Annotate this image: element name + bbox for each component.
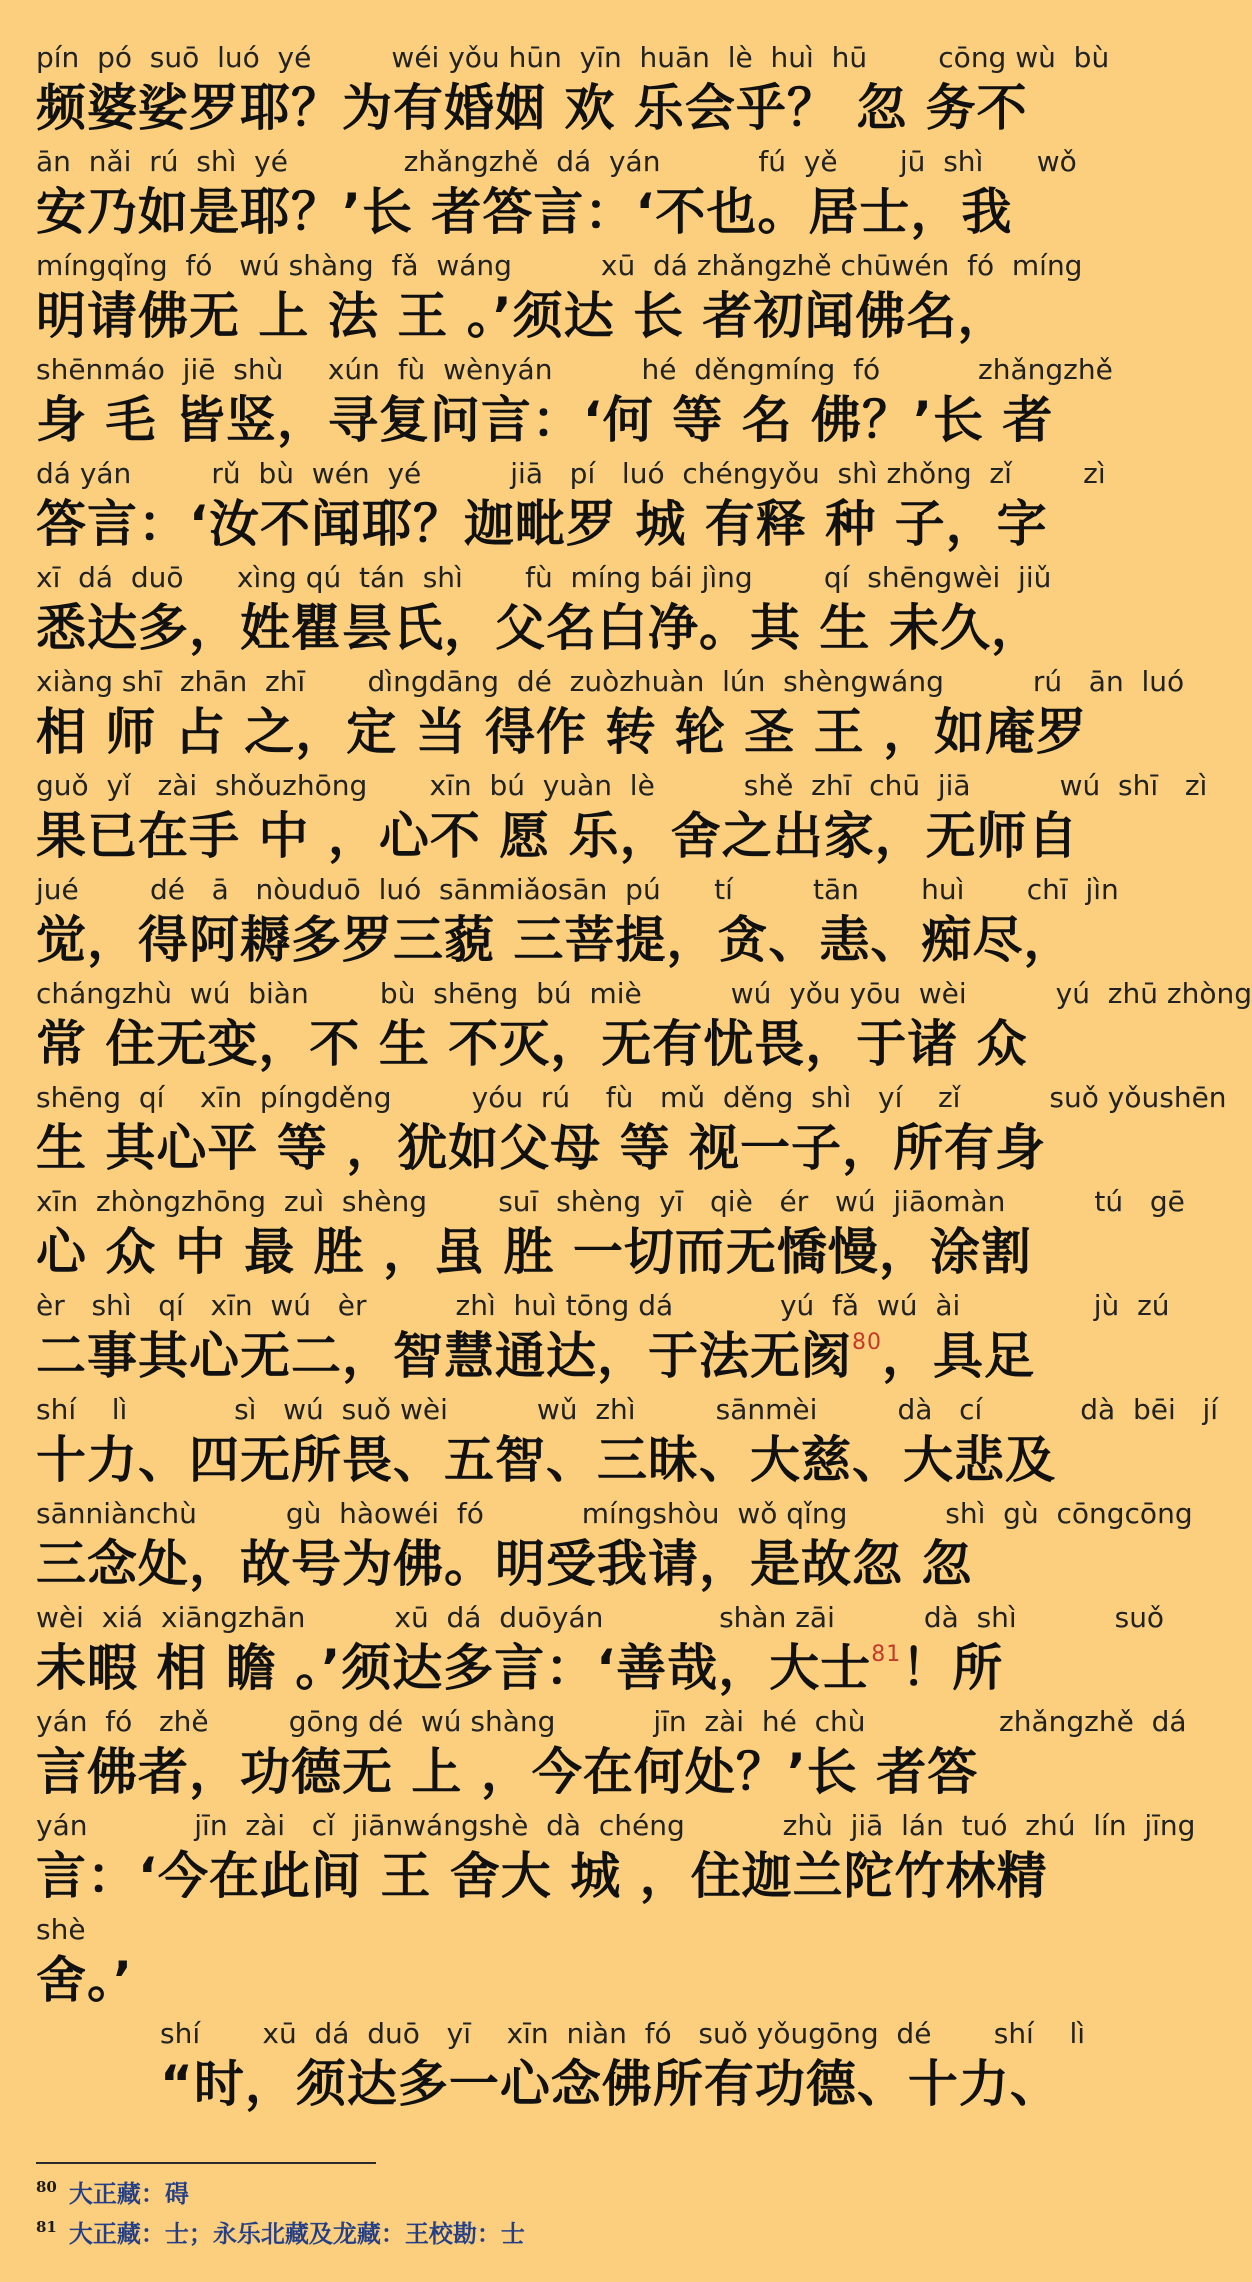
hanzi-line: 安乃如是耶？’长 者答言：‘不也。居士，我 — [36, 183, 1013, 241]
pinyin-line: pín pó suō luó yé wéi yǒu hūn yīn huān lè huì hū cōng wù bù — [36, 41, 1110, 74]
footnote-text: 大正藏：碍 — [68, 2179, 189, 2208]
footnote-number: 81 — [36, 2218, 57, 2236]
hanzi-line: 言：‘今在此间 王 舍大 城 ，住迦兰陀竹林精 — [36, 1847, 1048, 1905]
hanzi-line: 身 毛 皆竖，寻复问言：‘何 等 名 佛？’长 者 — [36, 391, 1054, 449]
footnote-ref: 80 — [852, 1330, 882, 1355]
footnote-number: 80 — [36, 2178, 57, 2196]
pinyin-line: xiàng shī zhān zhī dìngdāng dé zuòzhuàn lún shèngwáng rú ān luó — [36, 665, 1185, 698]
hanzi-line: 觉，得阿耨多罗三藐 三菩提，贪、恚、痴尽， — [36, 911, 1075, 969]
footnote-81 — [36, 2210, 525, 2248]
hanzi-line: 答言：‘汝不闻耶？迦毗罗 城 有释 种 子，字 — [36, 495, 1048, 553]
footnote-80 — [36, 2170, 189, 2208]
pinyin-line: shēnmáo jiē shù xún fù wènyán hé děngmíng fó zhǎngzhě — [36, 353, 1113, 386]
hanzi-line: 心 众 中 最 胜 ，虽 胜 一切而无憍慢，涂割 — [36, 1223, 1032, 1281]
pinyin-line: yán jīn zài cǐ jiānwángshè dà chéng zhù jiā lán tuó zhú lín jīng — [36, 1809, 1196, 1842]
hanzi-line: 明请佛无 上 法 王 。’须达 长 者初闻佛名， — [36, 287, 1009, 345]
hanzi-line: 常 住无变，不 生 不灭，无有忧畏，于诸 众 — [36, 1015, 1028, 1073]
hanzi-line: 三念处，故号为佛。明受我请，是故忽 忽 — [36, 1535, 973, 1593]
hanzi-line: 生 其心平 等 ，犹如父母 等 视一子，所有身 — [36, 1119, 1047, 1177]
hanzi-line: 二事其心无二，智慧通达，于法无阂$^{80}$，具足 — [36, 1327, 1035, 1385]
pinyin-line: wèi xiá xiāngzhān xū dá duōyán shàn zāi dà shì suǒ — [36, 1601, 1165, 1634]
pinyin-line: shí xū dá duō yī xīn niàn fó suǒ yǒugōng dé shí lì — [160, 2017, 1085, 2050]
footnote-ref: 81 — [871, 1642, 902, 1667]
hanzi-line: 舍。’ — [36, 1951, 133, 2009]
footnote-text: 大正藏：士；永乐北藏及龙藏：王校勘：士 — [68, 2219, 525, 2248]
hanzi-line: 言佛者，功德无 上 ，今在何处？’长 者答 — [36, 1743, 979, 1801]
pinyin-line: jué dé ā nòuduō luó sānmiǎosān pú tí tān huì chī jìn — [36, 873, 1119, 906]
pinyin-line: ān nǎi rú shì yé zhǎngzhě dá yán fú yě jū shì wǒ — [36, 145, 1077, 178]
pinyin-line: shè — [36, 1913, 86, 1946]
hanzi-line: 果已在手 中 ，心不 愿 乐，舍之出家，无师自 — [36, 807, 1079, 865]
pinyin-line: dá yán rǔ bù wén yé jiā pí luó chéngyǒu shì zhǒng zǐ zì — [36, 457, 1106, 490]
pinyin-line: míngqǐng fó wú shàng fǎ wáng xū dá zhǎngzhě chūwén fó míng — [36, 249, 1083, 282]
pinyin-line: guǒ yǐ zài shǒuzhōng xīn bú yuàn lè shě zhī chū jiā wú shī zì — [36, 769, 1208, 802]
pinyin-line: èr shì qí xīn wú èr zhì huì tōng dá yú fǎ wú ài jù zú — [36, 1289, 1170, 1322]
pinyin-line: chángzhù wú biàn bù shēng bú miè wú yǒu yōu wèi yú zhū zhòng — [36, 977, 1252, 1010]
pinyin-line: yán fó zhě gōng dé wú shàng jīn zài hé chù zhǎngzhě dá — [36, 1705, 1187, 1738]
pinyin-line: shí lì sì wú suǒ wèi wǔ zhì sānmèi dà cí dà bēi jí — [36, 1393, 1219, 1426]
pinyin-line: shēng qí xīn píngděng yóu rú fù mǔ děng shì yí zǐ suǒ yǒushēn — [36, 1081, 1227, 1114]
pinyin-line: xī dá duō xìng qú tán shì fù míng bái jìng qí shēngwèi jiǔ — [36, 561, 1052, 594]
hanzi-line: “时，须达多一心念佛所有功德、十力、 — [160, 2055, 1061, 2113]
hanzi-line: 相 师 占 之，定 当 得作 转 轮 圣 王 ，如庵罗 — [36, 703, 1088, 761]
hanzi-line: 悉达多，姓瞿昙氏，父名白净。其 生 未久， — [36, 599, 1042, 657]
hanzi-line: 未暇 相 瞻 。’须达多言：‘善哉，大士$^{81}$！所 — [36, 1639, 1004, 1697]
pinyin-line: xīn zhòngzhōng zuì shèng suī shèng yī qiè ér wú jiāomàn tú gē — [36, 1185, 1185, 1218]
hanzi-line: 频婆娑罗耶？为有婚姻 欢 乐会乎？ 忽 务不 — [36, 79, 1028, 137]
footnote-divider — [36, 2162, 376, 2164]
pinyin-line: sānniànchù gù hàowéi fó míngshòu wǒ qǐng shì gù cōngcōng — [36, 1497, 1193, 1530]
hanzi-line: 十力、四无所畏、五智、三昧、大慈、大悲及 — [36, 1431, 1056, 1489]
